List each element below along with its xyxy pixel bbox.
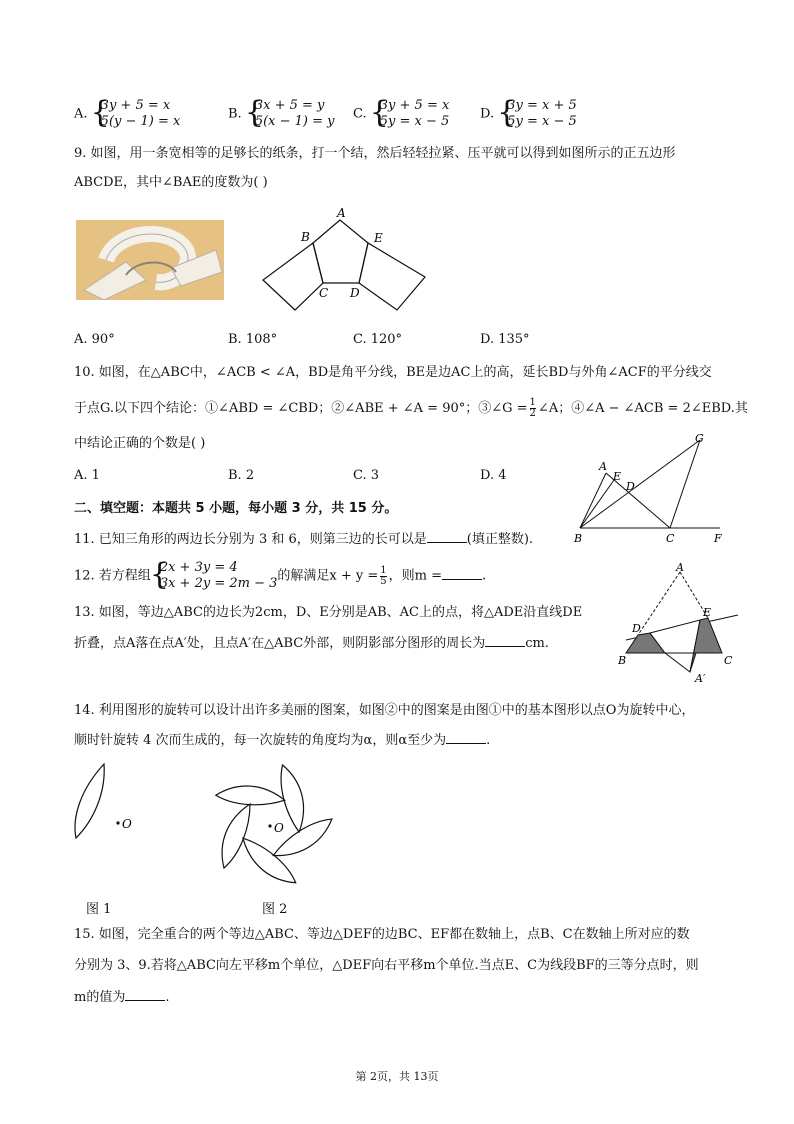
q15-text-line1: 15. 如图，完全重合的两个等边△ABC、等边△DEF的边BC、EF都在数轴上，点B、C在数轴上所对应的数 [74,927,690,942]
label-e: E [374,231,383,245]
label-b: B [618,654,627,667]
q9-option-b: B. 108° [228,332,278,347]
fraction-one-fifth: $\frac{1}{5}$ [380,564,387,587]
label-d: D [632,622,641,635]
label-c: C [724,654,733,667]
figure2-rotated-pattern [198,758,338,892]
q8-option-b: B. { 3x + 5 = y 5(x − 1) = y [228,98,335,130]
q10-option-d: D. 4 [480,468,507,483]
q10-text-line1: 10. 如图，在△ABC中，∠ACB < ∠A，BD是角平分线，BE是边AC上的高，延长BD与外角∠ACF的平分线交 [74,365,712,380]
pentagon-knot-figure [255,205,435,315]
answer-blank[interactable] [442,567,482,580]
fraction-one-half: $\frac{1}{2}$ [529,397,536,419]
label-e: E [703,606,712,619]
q8-option-c: C. { 3y + 5 = x 5y = x − 5 [353,98,449,130]
page-footer: 第 2页，共 13页 [355,1070,439,1083]
label-b: B [574,532,583,545]
answer-blank[interactable] [446,731,486,744]
answer-blank[interactable] [485,634,525,647]
q13-text-line2: 折叠，点A落在点A′处，且点A′在△ABC外部，则阴影部分图形的周长为 cm. [74,636,549,651]
label-b: B [301,230,310,244]
q9-option-a: A. 90° [74,332,115,347]
q10-option-b: B. 2 [228,468,255,483]
label-c: C [666,532,675,545]
q13-text-line1: 13. 如图，等边△ABC的边长为2cm，D、E分别是AB、AC上的点，将△ADE沿直线DE [74,605,583,620]
label-e: E [613,470,622,483]
label-a: A [676,561,684,574]
q11-text: 11. 已知三角形的两边长分别为 3 和 6，则第三边的长可以是 (填正整数). [74,532,534,547]
equation-system: { 3y + 5 = x 5y = x − 5 [371,98,450,130]
answer-blank[interactable] [427,530,467,543]
label-c: C [319,286,329,300]
figure2-caption: 图 2 [262,902,288,917]
q9-option-d: D. 135° [480,332,530,347]
figure1-basic-shape [72,760,152,850]
folded-triangle-figure [610,560,750,688]
q9-option-c: C. 120° [353,332,403,347]
equation-system: { 3y = x + 5 5y = x − 5 [498,98,577,130]
q14-text-line1: 14. 利用图形的旋转可以设计出许多美丽的图案，如图②中的图案是由图①中的基本图形以点O为旋转中心， [74,703,695,718]
label-a: A [599,460,607,473]
q8-option-d: D. { 3y = x + 5 5y = x − 5 [480,98,577,130]
label-o: O [122,817,132,831]
q9-text-line2: ABCDE，其中∠BAE的度数为( ) [74,175,268,190]
q10-text-line2: 于点G.以下四个结论：①∠ABD = ∠CBD；②∠ABE + ∠A = 90°；③∠G = $\frac{1}{2}$ ∠A；④∠A − ∠ACB = 2∠EBD.其 [74,397,748,419]
label-a: A [337,206,346,220]
q10-text-line3: 中结论正确的个数是( ) [74,436,206,451]
answer-blank[interactable] [125,988,165,1001]
label-o: O [274,821,284,835]
q9-text-line1: 9. 如图，用一条宽相等的足够长的纸条，打一个结，然后轻轻拉紧、压平就可以得到如图所示的正五边形 [74,146,676,161]
q8-option-a: A. { 3y + 5 = x 5(y − 1) = x [74,98,180,130]
q10-option-a: A. 1 [74,468,100,483]
figure1-caption: 图 1 [86,902,112,917]
section-heading-fill-in: 二、填空题：本题共 5 小题，每小题 3 分，共 15 分。 [74,501,398,516]
label-d: D [626,480,635,493]
triangle-bisector-figure [570,430,730,548]
q14-text-line2: 顺时针旋转 4 次而生成的，每一次旋转的角度均为α，则α至少为 . [74,733,491,748]
equation-system: { 3y + 5 = x 5(y − 1) = x [92,98,181,130]
q10-option-c: C. 3 [353,468,380,483]
equation-system: { 2x + 3y = 4 3x + 2y = 2m − 3 [151,560,278,592]
paper-knot-photo [76,220,224,300]
equation-system: { 3x + 5 = y 5(x − 1) = y [246,98,335,130]
q12-text: 12. 若方程组{ 2x + 3y = 4 3x + 2y = 2m − 3的解满足x + y = $\frac{1}{5}$ ，则m = . [74,560,486,592]
q15-text-line3: m的值为 . [74,990,170,1005]
label-g: G [695,432,704,445]
label-a-prime: A′ [695,672,706,685]
label-f: F [714,532,722,545]
q15-text-line2: 分别为 3、9.若将△ABC向左平移m个单位，△DEF向右平移m个单位.当点E、C为线段BF的三等分点时，则 [74,958,699,973]
label-d: D [350,286,360,300]
